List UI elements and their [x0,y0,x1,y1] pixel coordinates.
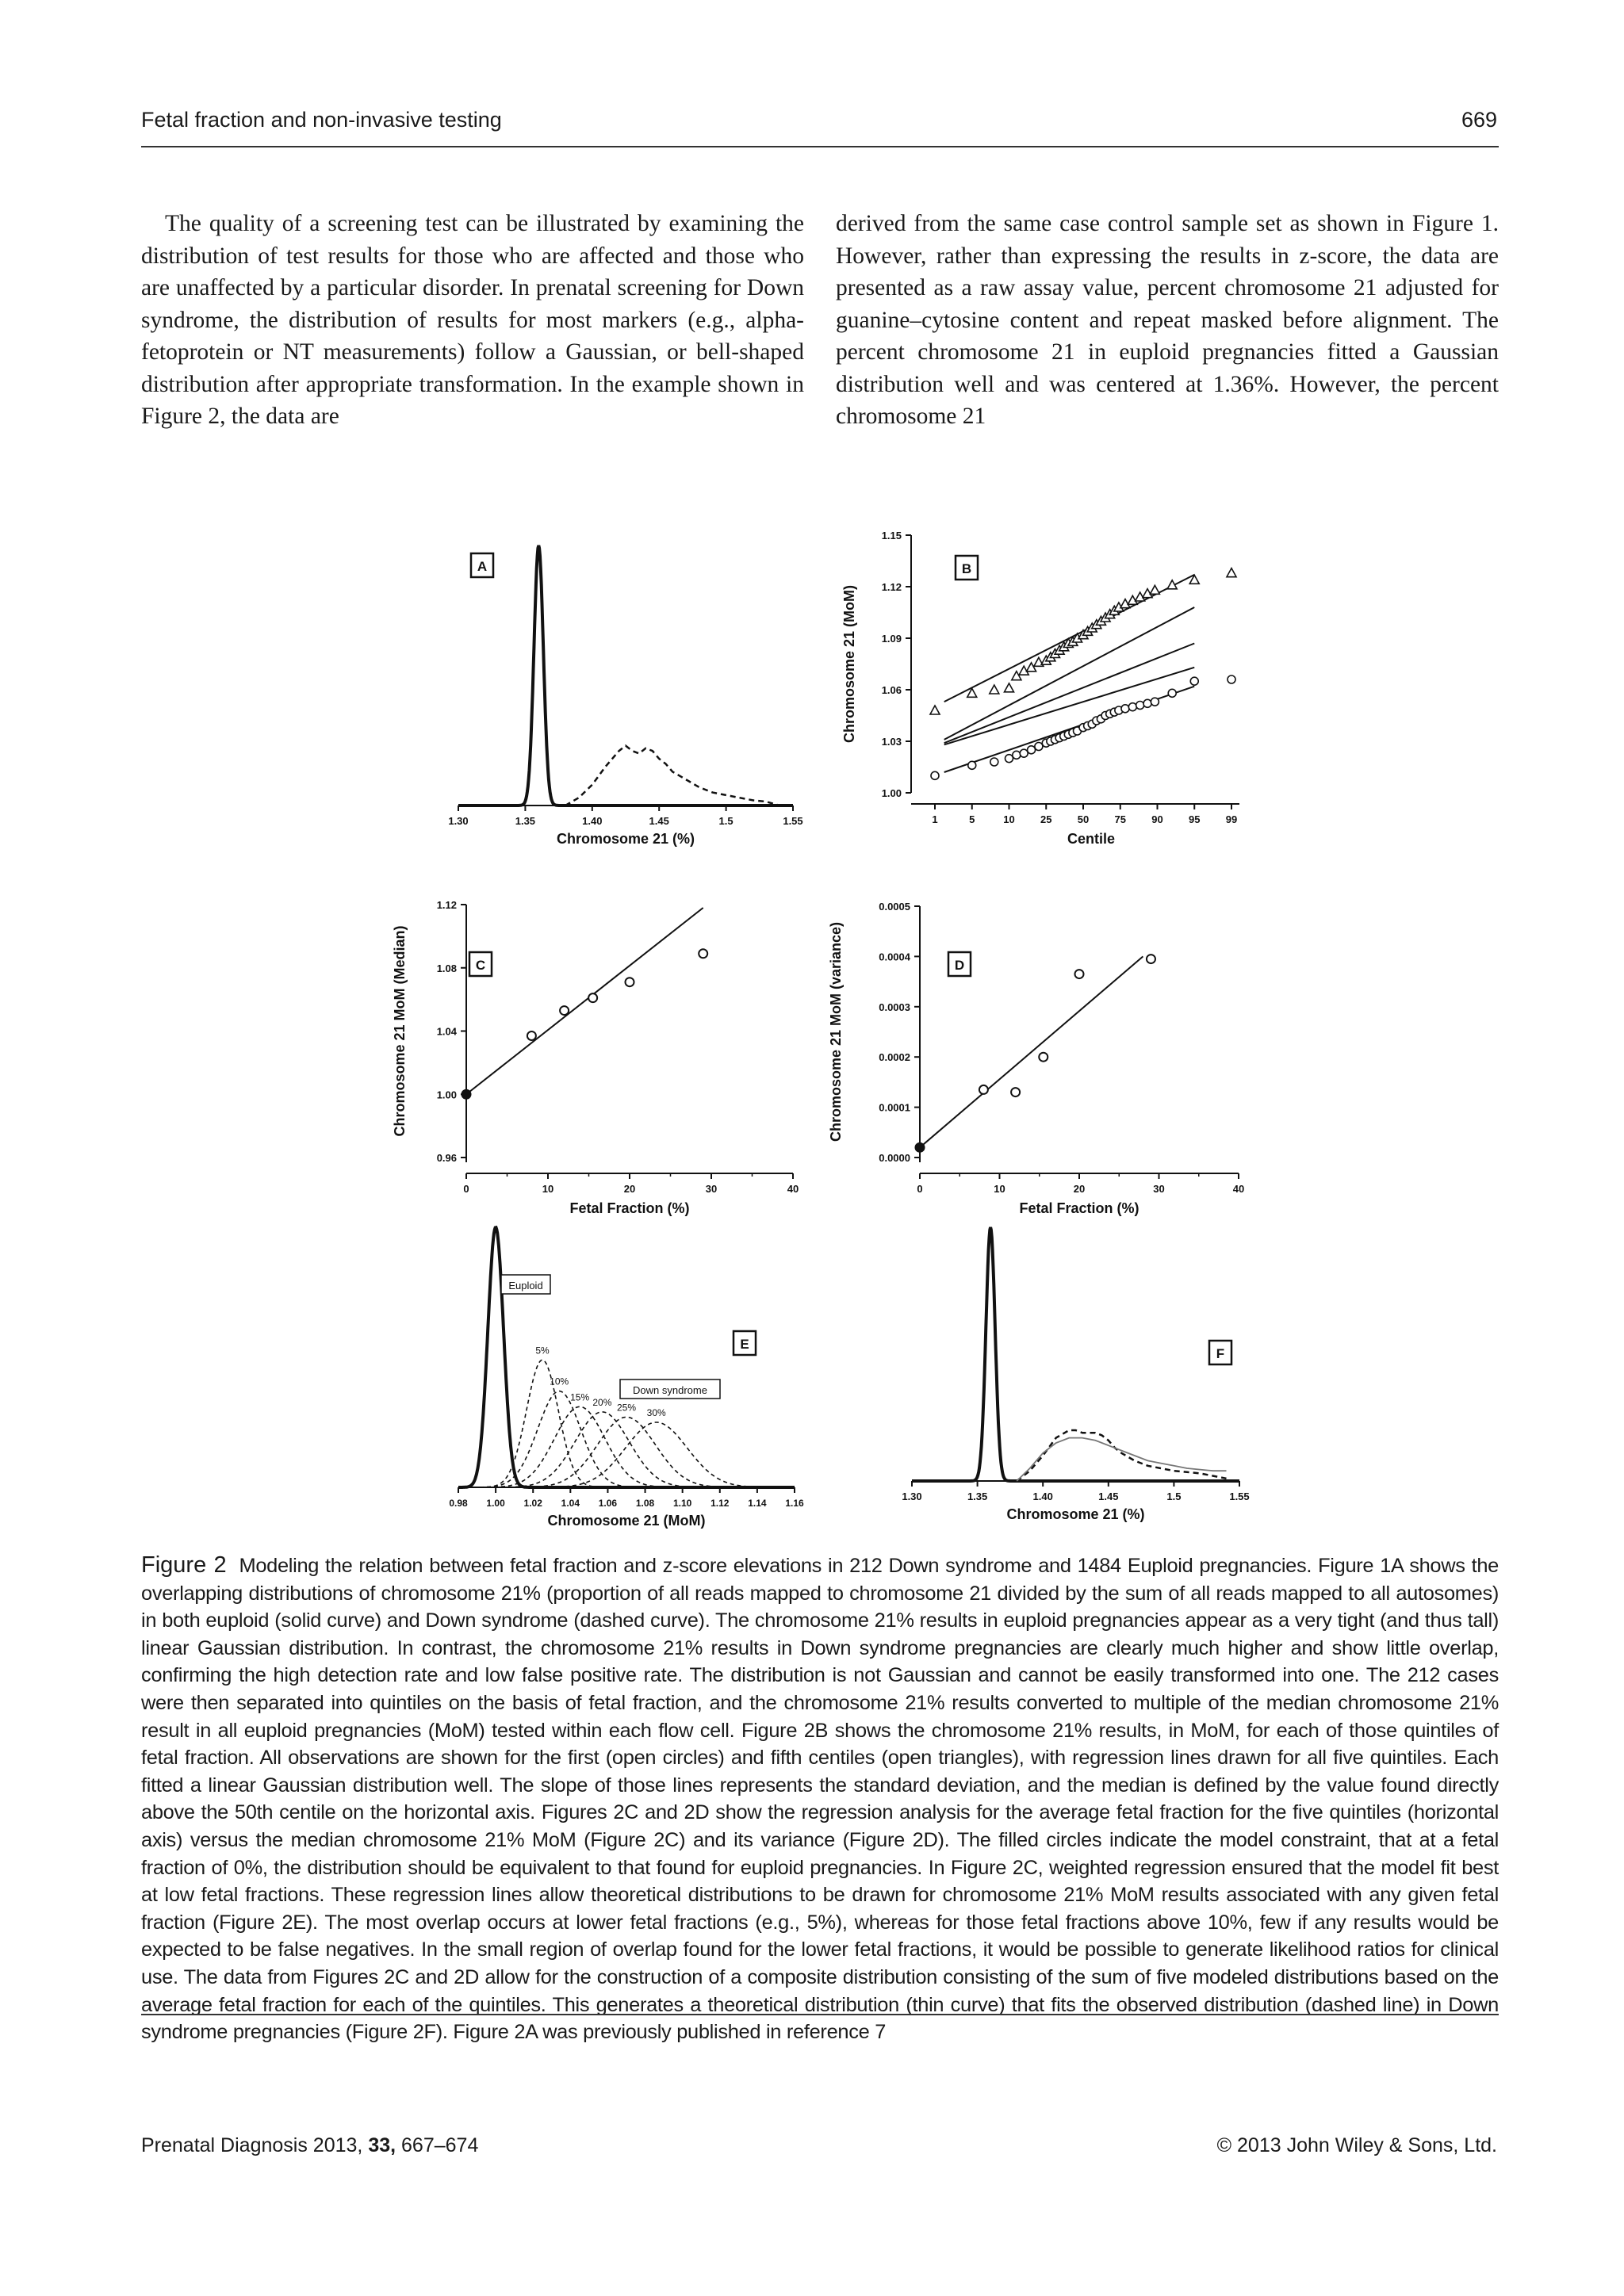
panel-C-filled-point [462,1089,471,1099]
panel-D-open-point [979,1085,988,1094]
panel-E-label: E [740,1337,749,1352]
panel-F-series-1 [1017,1430,1226,1481]
panel-D-y-tick-label: 0.0000 [879,1152,910,1164]
panel-F-x-tick-label: 1.55 [1229,1490,1250,1502]
panel-E-x-tick-label: 1.14 [748,1498,767,1509]
panel-C-x-tick-label: 40 [787,1183,799,1195]
panel-A-x-tick-label: 1.40 [582,815,603,827]
panel-D-x-tick-label: 40 [1232,1183,1245,1195]
panel-B-x-axis-title: Centile [1067,831,1116,847]
panel-B-x-tick-label: 10 [1003,813,1015,825]
panel-A-x-tick-label: 1.5 [718,815,733,827]
panel-D-x-tick-label: 10 [994,1183,1005,1195]
page-number: 669 [1461,108,1497,132]
panel-E-x-tick-label: 1.04 [561,1498,580,1509]
footer-rule [141,2014,1499,2015]
journal-year: 2013, [312,2134,363,2156]
caption-label: Figure 2 [141,1552,227,1578]
panel-E-series-label: 10% [550,1376,569,1387]
panel-A-x-axis-title: Chromosome 21 (%) [556,831,695,847]
panel-F-series-0 [912,1227,1239,1481]
panel-E-series-label: 25% [616,1402,637,1414]
panel-C-open-point [560,1006,569,1015]
panel-E-x-tick-label: 1.02 [523,1498,542,1509]
panel-B-triangle-point [1227,568,1236,577]
panel-E-x-axis-title: Chromosome 21 (MoM) [547,1513,706,1529]
panel-A-series-1 [565,746,779,806]
panel-B-label: B [961,561,972,576]
panel-E-down-label: Down syndrome [633,1384,707,1396]
panel-A-label: A [477,559,488,574]
panel-A-x-tick-label: 1.35 [515,815,536,827]
panel-B-y-tick-label: 1.09 [881,633,902,645]
panel-C-x-tick-label: 30 [705,1183,718,1195]
panel-D-x-tick-label: 20 [1073,1183,1086,1195]
panel-B-regression-line [944,607,1195,740]
panel-D-regression-line [920,956,1143,1147]
panel-B-triangle-point [930,706,940,714]
panel-B-triangle-point [1150,585,1159,594]
body-paragraph-1: The quality of a screening test can be illustrated by examining the distribution of test results for those who are affected and those who are unaffected by a particular disorder. In prenatal screening for Down syndrome, the distribution of results for most markers (e.g., alpha-fetoprotein or NT measurements) follow a Gaussian, or bell-shaped distribution after appropriate transformation. In the example shown in Figure 2, the data are [141,211,804,429]
panel-D-filled-point [915,1142,925,1152]
panel-D-open-point [1075,970,1084,978]
panel-E-x-tick-label: 1.10 [672,1498,692,1509]
panel-C-y-tick-label: 1.04 [436,1025,457,1038]
panel-D-y-tick-label: 0.0002 [879,1051,910,1064]
panel-B-circle-point [1151,698,1159,706]
copyright: © 2013 John Wiley & Sons, Ltd. [1216,2134,1497,2156]
panel-F-x-tick-label: 1.30 [902,1490,922,1502]
panel-C-x-tick-label: 0 [463,1183,469,1195]
panel-B-triangle-point [990,685,999,694]
panel-C-x-axis-title: Fetal Fraction (%) [569,1200,690,1216]
panel-C-x-tick-label: 20 [623,1183,636,1195]
figure-caption [141,1552,1499,2046]
panel-B-circle-point [1168,689,1176,697]
panel-D-y-tick-label: 0.0001 [879,1101,910,1114]
panel-B-y-tick-label: 1.00 [881,787,902,799]
panel-A-series-0 [458,545,793,806]
panel-C-y-tick-label: 1.08 [436,962,457,974]
panel-A-x-tick-label: 1.45 [649,815,669,827]
body-paragraph-2: derived from the same case control sample set as shown in Figure 1. However, rather than expressing the results in z-score, the data are presented as a raw assay value, percent chromosome 21 adjusted for guanine–cytosine content and repeat masked before alignment. The percent chromosome 21 in euploid pregnancies fitted a Gaussian distribution well and was centered at 1.36%. However, the percent chromosome 21 [836,211,1499,429]
panel-B-x-tick-label: 5 [969,813,975,825]
journal-pages: 667–674 [401,2134,479,2156]
panel-B-circle-point [931,771,939,779]
panel-D-open-point [1147,955,1155,963]
panel-B-y-axis-title: Chromosome 21 (MoM) [841,584,857,744]
panel-D-x-tick-label: 0 [917,1183,923,1195]
panel-F-label: F [1216,1346,1225,1361]
panel-C-y-tick-label: 1.12 [436,899,457,911]
panel-F-x-tick-label: 1.45 [1098,1490,1119,1502]
panel-F-x-tick-label: 1.35 [967,1490,988,1502]
running-title: Fetal fraction and non-invasive testing [141,108,502,132]
panel-E-series-label: 30% [646,1407,666,1418]
panel-D-y-tick-label: 0.0004 [879,951,910,963]
panel-B-circle-point [1020,749,1028,757]
panel-B-y-tick-label: 1.03 [881,736,902,748]
panel-E-x-tick-label: 1.00 [486,1498,505,1509]
journal-citation [141,2134,478,2157]
panel-C-label: C [475,958,486,973]
panel-E-series-label: 5% [535,1345,550,1357]
panel-C-regression-line [466,908,703,1094]
panel-B-circle-point [1228,675,1235,683]
panel-E-x-tick-label: 1.12 [710,1498,730,1509]
panel-F-series-2 [1017,1438,1226,1481]
panel-B-circle-point [1136,702,1144,710]
panel-D-open-point [1039,1053,1048,1062]
panel-E-x-tick-label: 1.06 [598,1498,618,1509]
panel-C-open-point [626,978,634,986]
panel-B-x-tick-label: 99 [1225,813,1238,825]
panel-C-open-point [527,1031,536,1040]
panel-B-circle-point [1005,755,1013,763]
panel-C-y-axis-title: Chromosome 21 MoM (Median) [392,925,408,1137]
panel-B-circle-point [1035,743,1043,751]
panel-B-circle-point [1143,699,1151,707]
panel-D-label: D [954,958,965,973]
panel-F-x-tick-label: 1.40 [1032,1490,1053,1502]
panel-D-open-point [1011,1088,1020,1096]
panel-B-x-tick-label: 95 [1189,813,1201,825]
journal-volume: 33, [368,2134,396,2156]
panel-B-x-tick-label: 90 [1151,813,1163,825]
panel-A-x-tick-label: 1.30 [448,815,469,827]
panel-C-open-point [588,993,597,1002]
panel-D-y-tick-label: 0.0005 [879,901,910,913]
panel-B-regression-line [944,644,1195,744]
panel-E-x-tick-label: 0.98 [449,1498,468,1509]
panel-D-y-axis-title: Chromosome 21 MoM (variance) [828,921,844,1142]
panel-E-series-0 [458,1227,795,1487]
panel-B-circle-point [1190,677,1198,685]
panel-E-x-tick-label: 1.16 [785,1498,804,1509]
panel-E-series-label: 20% [592,1396,612,1408]
panel-F-x-tick-label: 1.5 [1166,1490,1182,1502]
panel-B-y-tick-label: 1.12 [881,581,902,593]
panel-B-x-tick-label: 75 [1114,813,1126,825]
caption-text: Modeling the relation between fetal fraction and z-score elevations in 212 Down syndrome and 1484 Euploid pregnancies. Figure 1A shows the overlapping distributions of chromosome 21% (proportion of all reads mapped to chromosome 21 divided by the sum of all reads mapped to all autosomes) in both euploid (solid curve) and Down syndrome (dashed curve). The chromosome 21% results in euploid pregnancies appear as a very tight (and thus tall) linear Gaussian distribution. In contrast, the chromosome 21% results in Down syndrome pregnancies are clearly much higher and show little overlap, confirming the high detection rate and low false positive rate. The distribution is not Gaussian and cannot be easily transformed into one. The 212 cases were then separated into quintiles on the basis of fetal fraction, and the chromosome 21% results converted to multiple of the median chromosome 21% result in all euploid pregnancies (MoM) tested within each flow cell. Figure 2B shows the chromosome 21% results, in MoM, for each of those quintiles of fetal fraction. All observations are shown for the first (open circles) and fifth centiles (open triangles), with regression lines drawn for all five quintiles. Each fitted a linear Gaussian distribution well. The slope of those lines represents the standard deviation, and the median is defined by the value found directly above the 50th centile on the horizontal axis. Figures 2C and 2D show the regression analysis for the average fetal fraction for the five quintiles (horizontal axis) versus the median chromosome 21% MoM (Figure 2C) and its variance (Figure 2D). The filled circles indicate the model constraint, that at a fetal fraction of 0%, the distribution should be equivalent to that found for euploid pregnancies. In Figure 2C, weighted regression ensured that the model fit best at low fetal fractions. These regression lines allow theoretical distributions to be drawn for chromosome 21% MoM results associated with any given fetal fraction (Figure 2E). The most overlap occurs at lower fetal fractions (e.g., 5%), whereas for those fetal fractions above 10%, few if any results would be expected to be false negatives. In the small region of overlap found for the lower fetal fractions, it would be possible to generate likelihood ratios for clinical use. The data from Figures 2C and 2D allow for the construction of a composite distribution consisting of the sum of five modeled distributions based on the average fetal fraction for each of the quintiles. This generates a theoretical distribution (thin curve) that fits the observed distribution (dashed line) in Down syndrome pregnancies (Figure 2F). Figure 2A was previously published in reference 7 [141,1555,1499,2044]
panel-C-open-point [699,949,707,958]
panel-B-circle-point [1121,705,1129,713]
panel-B-circle-point [1028,746,1036,754]
panel-C-x-tick-label: 10 [542,1183,554,1195]
panel-C-y-tick-label: 0.96 [436,1152,457,1164]
panel-B-circle-point [1013,751,1021,759]
panel-D-x-tick-label: 30 [1153,1183,1165,1195]
panel-B-triangle-point [1005,683,1014,692]
panel-C-y-tick-label: 1.00 [436,1089,457,1101]
panel-B-x-tick-label: 1 [932,813,938,825]
panel-B-circle-point [1128,703,1136,711]
panel-E-x-tick-label: 1.08 [635,1498,655,1509]
journal-name: Prenatal Diagnosis [141,2134,308,2156]
panel-B-y-tick-label: 1.06 [881,684,902,696]
panel-E-euploid-label: Euploid [508,1280,543,1292]
panel-A-x-tick-label: 1.55 [783,815,803,827]
panel-B-y-tick-label: 1.15 [881,530,902,541]
panel-F-x-axis-title: Chromosome 21 (%) [1006,1506,1145,1522]
panel-D-x-axis-title: Fetal Fraction (%) [1019,1200,1139,1216]
panel-B-x-tick-label: 50 [1077,813,1090,825]
panel-B-circle-point [990,758,998,766]
panel-D-y-tick-label: 0.0003 [879,1001,910,1013]
panel-B-circle-point [968,761,976,769]
panel-B-x-tick-label: 25 [1040,813,1052,825]
panel-E-series-label: 15% [570,1391,590,1403]
